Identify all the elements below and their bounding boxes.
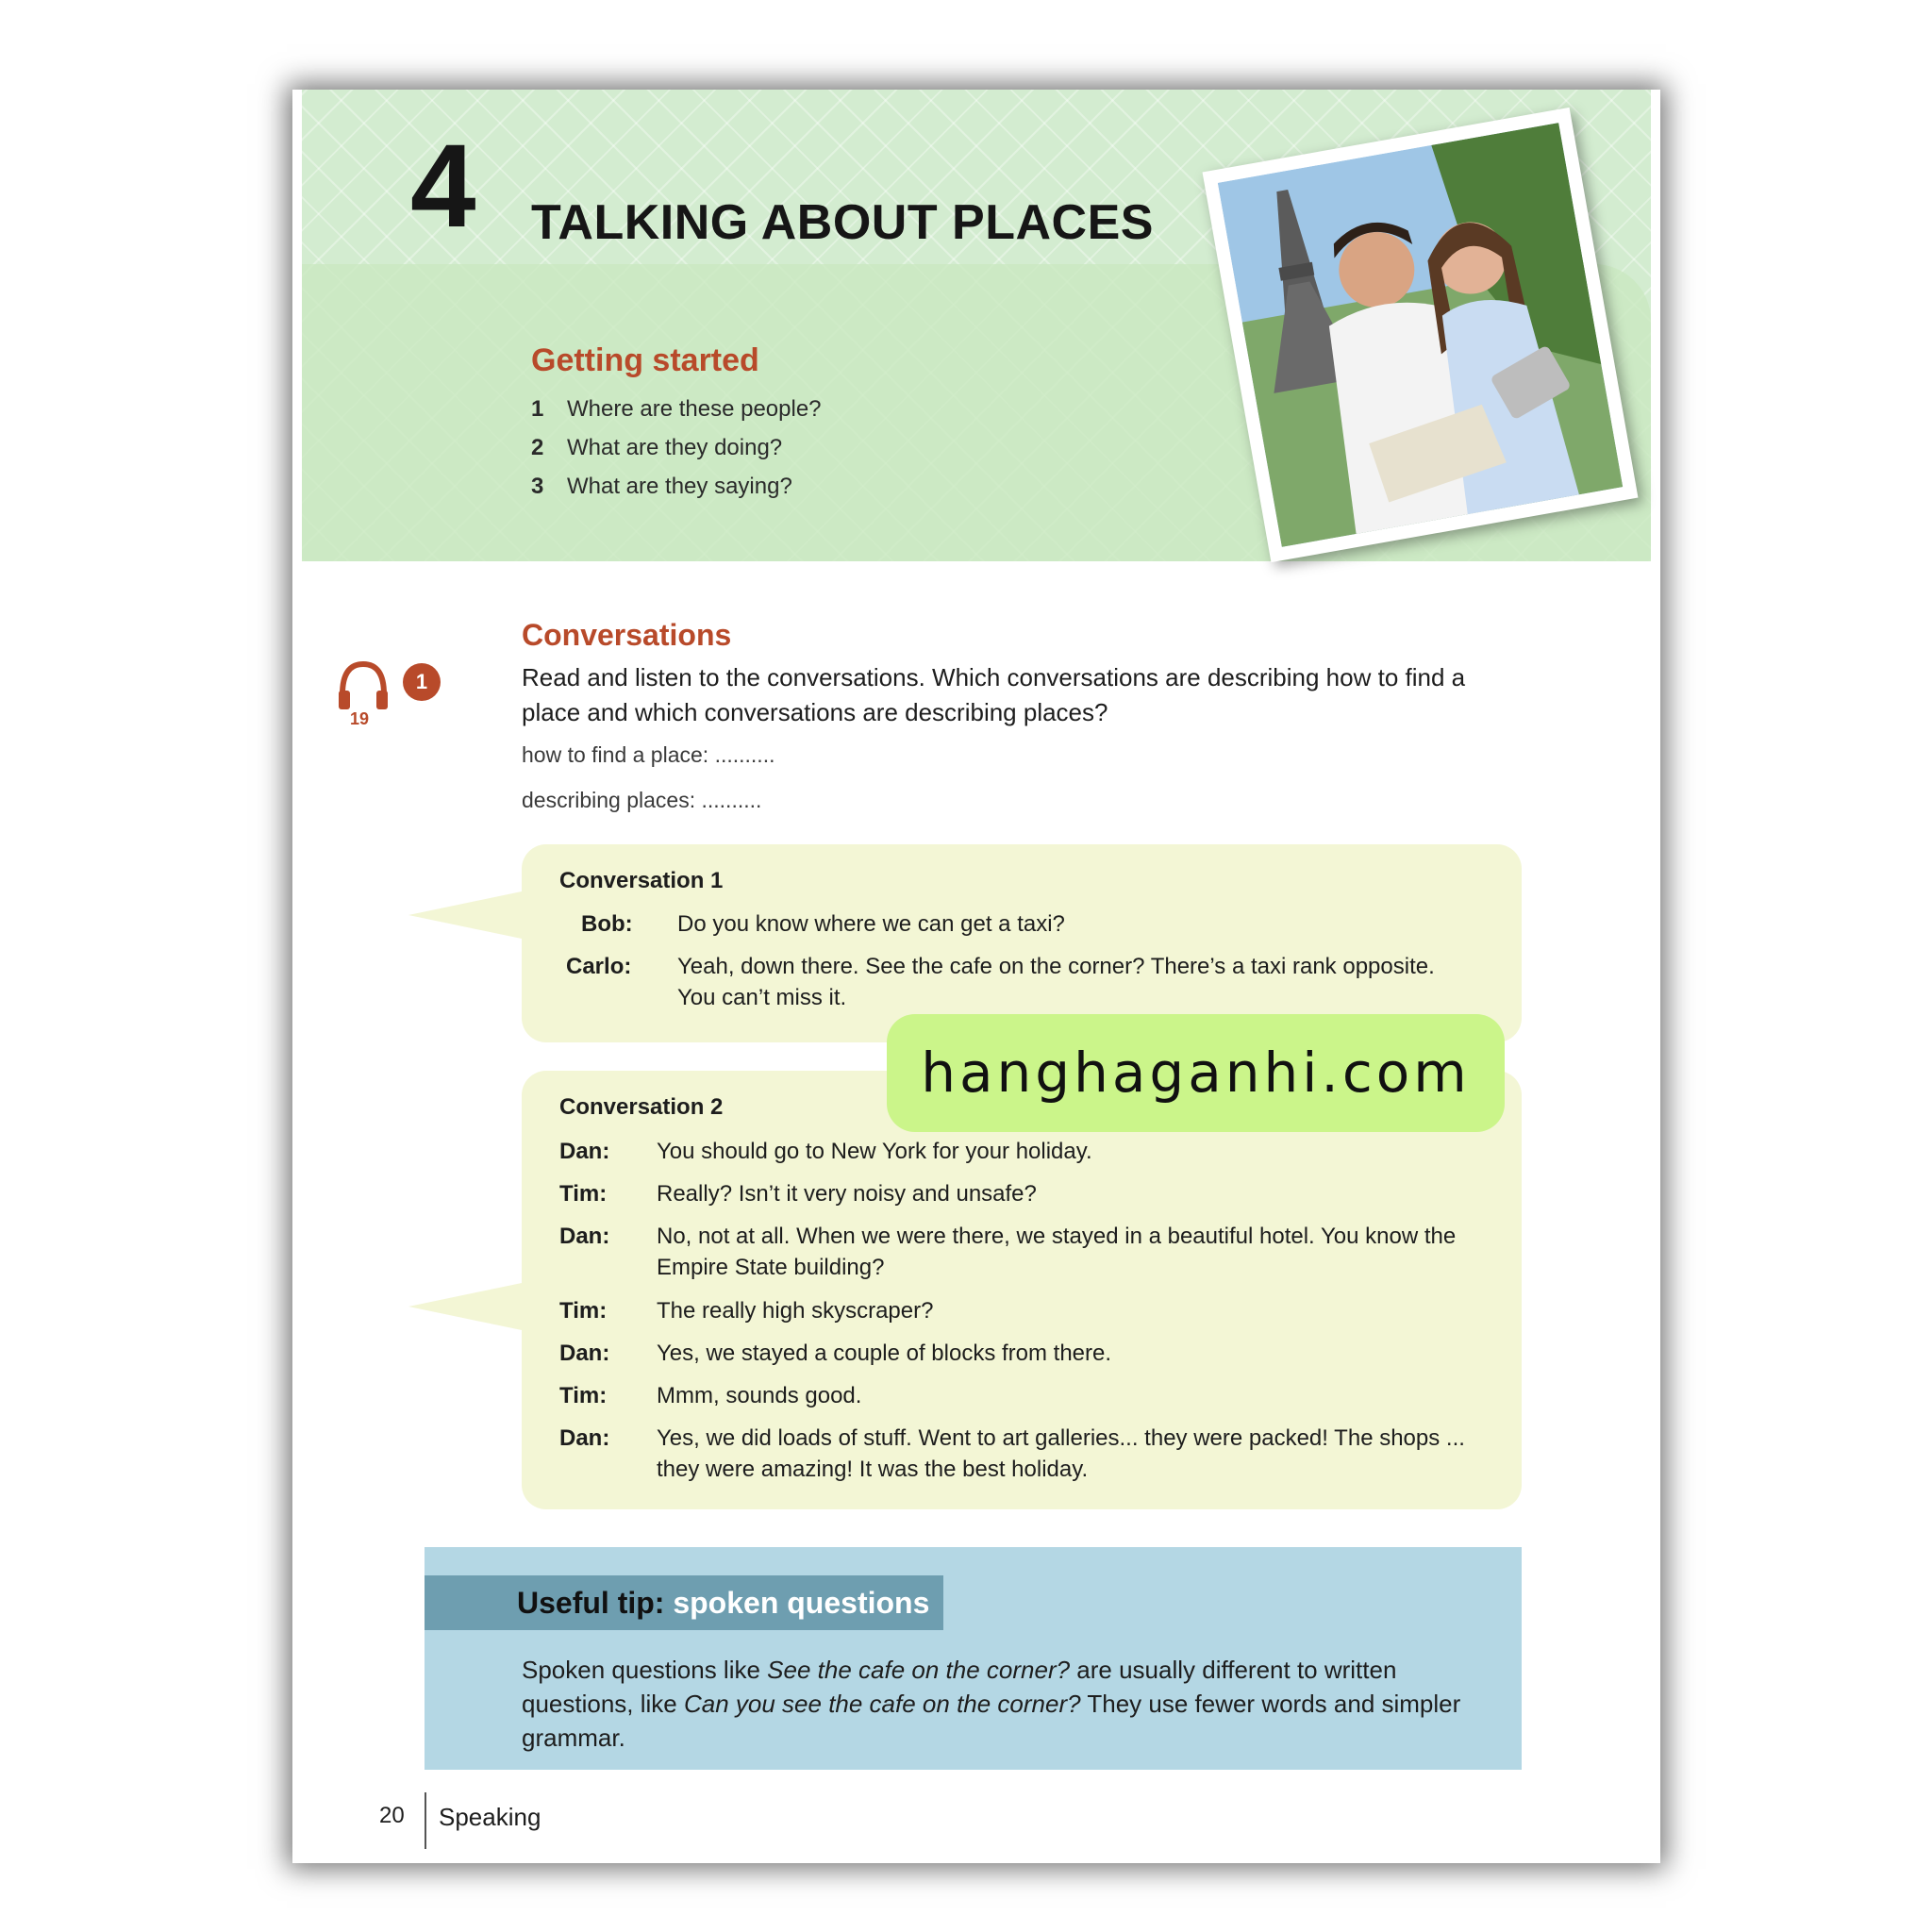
speaker-name: Tim: [559, 1383, 608, 1408]
watermark-label: hanghaganhi.com [887, 1014, 1505, 1132]
headphones-icon[interactable] [335, 658, 391, 715]
speaker-utterance: You should go to New York for your holiday. [657, 1139, 1092, 1164]
tip-example-spoken: See the cafe on the corner? [767, 1656, 1071, 1684]
tip-text-part: They use fewer words and simpler grammar. [522, 1690, 1461, 1752]
list-item [531, 390, 822, 428]
tip-text-part: Spoken questions like [522, 1656, 768, 1684]
book-page [292, 90, 1660, 1863]
speaker-utterance: The really high skyscraper? [657, 1298, 934, 1324]
speaker-name: Tim: [559, 1298, 608, 1324]
list-item [531, 428, 822, 467]
speaker-name: Carlo: [566, 954, 632, 979]
speaker-utterance: No, not at all. When we were there, we stayed in a beautiful hotel. You know the Empire State building? [657, 1224, 1457, 1280]
conversations-heading: Conversations [522, 618, 732, 652]
tip-example-written: Can you see the cafe on the corner? [683, 1690, 1081, 1718]
question-text: What are they doing? [567, 435, 783, 460]
question-number: 2 [531, 435, 544, 460]
answer-line-describing-places: describing places: .......... [522, 788, 762, 812]
speaker-name: Dan: [559, 1139, 610, 1164]
list-item [531, 467, 822, 506]
answer-line-find-place: how to find a place: .......... [522, 742, 775, 767]
speaker-name: Dan: [559, 1425, 610, 1451]
conversation-1-title: Conversation 1 [559, 868, 724, 893]
question-number: 3 [531, 474, 544, 499]
audio-track-number: 19 [350, 709, 370, 728]
speaker-utterance: Do you know where we can get a taxi? [677, 911, 1065, 937]
speaker-name: Dan: [559, 1224, 610, 1249]
photo-illustration [1218, 123, 1623, 547]
footer-divider [425, 1792, 426, 1849]
useful-tip-label-topic: spoken questions [673, 1586, 930, 1620]
exercise-instruction: Read and listen to the conversations. Which conversations are describing how to find a place and which conversations are describing places? [522, 663, 1466, 726]
unit-number: 4 [410, 121, 476, 252]
question-number: 1 [531, 396, 544, 422]
speaker-name: Tim: [559, 1181, 608, 1207]
useful-tip-label [425, 1575, 943, 1630]
exercise-number-badge: 1 [403, 663, 441, 701]
unit-header [302, 90, 1651, 561]
speaker-name: Bob: [581, 911, 633, 937]
question-text: What are they saying? [567, 474, 792, 499]
conversation-2-bubble [522, 1071, 1522, 1509]
speech-bubble-tail [408, 1283, 522, 1330]
getting-started-list [531, 390, 822, 506]
speaker-utterance: Yeah, down there. See the cafe on the corner? There’s a taxi rank opposite. You can’t miss it. [677, 954, 1435, 1010]
question-text: Where are these people? [567, 396, 822, 422]
speaker-utterance: Yes, we did loads of stuff. Went to art galleries... they were packed! The shops ... they were amazing! It was the best holiday. [657, 1425, 1465, 1482]
useful-tip-text [522, 1653, 1503, 1755]
section-name: Speaking [439, 1803, 541, 1831]
page-number: 20 [379, 1803, 405, 1828]
getting-started-heading: Getting started [531, 342, 759, 378]
speaker-utterance: Mmm, sounds good. [657, 1383, 862, 1408]
useful-tip-label-prefix: Useful tip: [517, 1586, 665, 1620]
useful-tip-box [425, 1547, 1522, 1770]
photo-eiffel-tower-couple [1203, 108, 1639, 562]
speaker-utterance: Really? Isn’t it very noisy and unsafe? [657, 1181, 1037, 1207]
unit-title: TALKING ABOUT PLACES [531, 195, 1154, 250]
speaker-name: Dan: [559, 1341, 610, 1366]
conversation-1-bubble [522, 844, 1522, 1042]
speech-bubble-tail [408, 891, 522, 939]
tip-text-part: are usually different to written questions, like [522, 1656, 1397, 1718]
speaker-utterance: Yes, we stayed a couple of blocks from there. [657, 1341, 1112, 1366]
conversation-2-title: Conversation 2 [559, 1094, 724, 1120]
